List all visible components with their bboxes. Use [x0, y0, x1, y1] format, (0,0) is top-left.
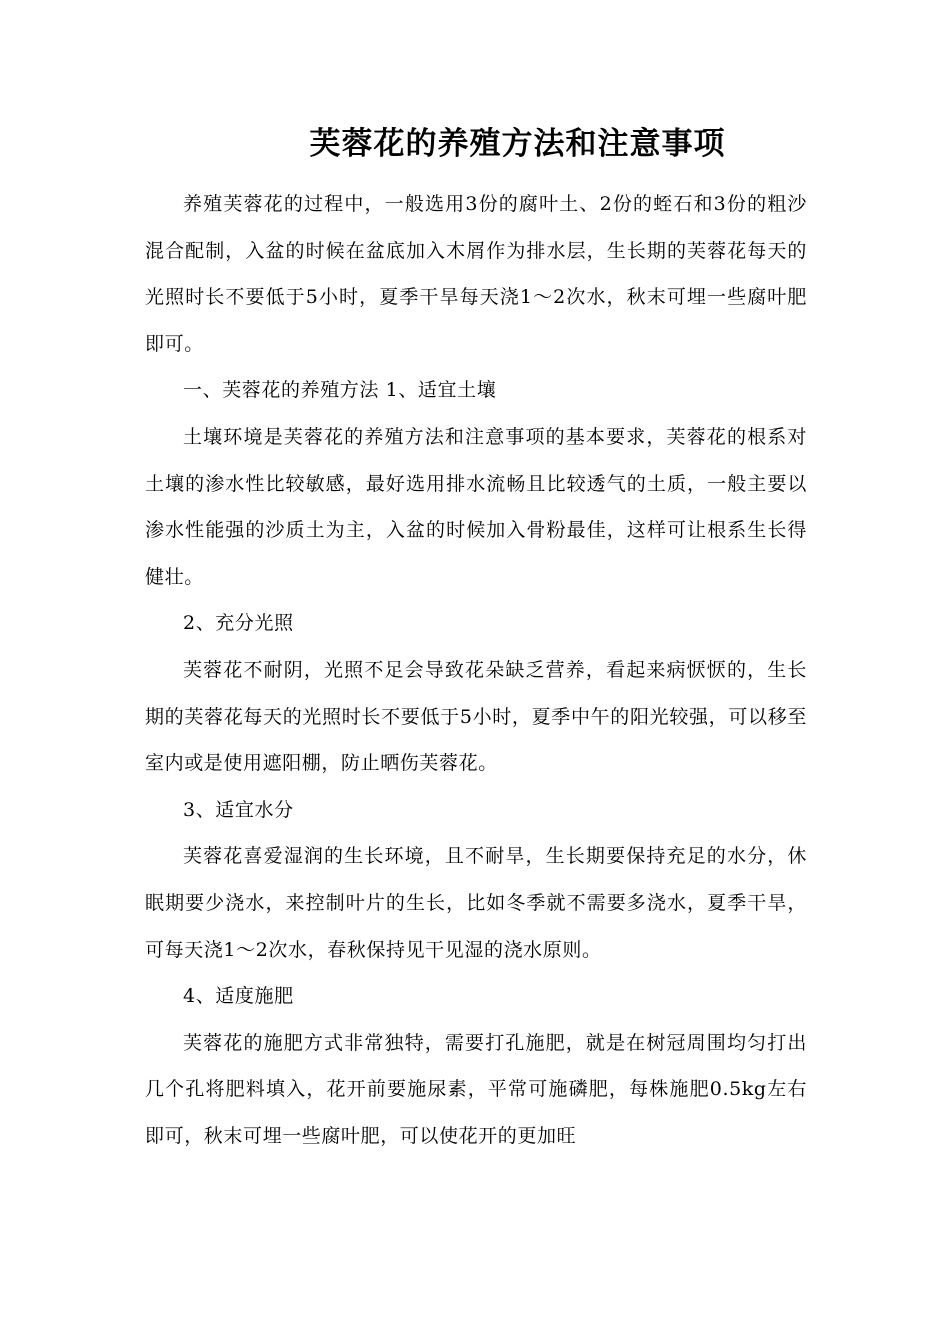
section-heading-light: 2、充分光照: [183, 612, 294, 635]
fertilizer-paragraph: 芙蓉花的施肥方式非常独特，需要打孔施肥，就是在树冠周围均匀打出几个孔将肥料填入，花开前要施尿素，平常可施磷肥，每株施肥0.5kg左右即可，秋末可埋一些腐叶肥，可以使花开的更加旺: [145, 1031, 807, 1147]
soil-paragraph: 土壤环境是芙蓉花的养殖方法和注意事项的基本要求，芙蓉花的根系对土壤的渗水性比较敏感，最好选用排水流畅且比较透气的土质，一般主要以渗水性能强的沙质土为主，入盆的时候加入骨粉最佳，这样可让根系生长得健壮。: [145, 425, 807, 588]
document-title: 芙蓉花的养殖方法和注意事项: [309, 126, 726, 162]
light-paragraph: 芙蓉花不耐阴，光照不足会导致花朵缺乏营养，看起来病恹恹的，生长期的芙蓉花每天的光照时长不要低于5小时，夏季中午的阳光较强，可以移至室内或是使用遮阳棚，防止晒伤芙蓉花。: [145, 658, 807, 775]
section-heading-water: 3、适宜水分: [183, 798, 294, 821]
document-body: [145, 181, 807, 1159]
intro-paragraph: 养殖芙蓉花的过程中，一般选用3份的腐叶土、2份的蛭石和3份的粗沙混合配制，入盆的时候在盆底加入木屑作为排水层，生长期的芙蓉花每天的光照时长不要低于5小时，夏季干旱每天浇1～2次水，秋末可埋一些腐叶肥即可。: [145, 193, 807, 355]
section-heading-soil: 一、芙蓉花的养殖方法 1、适宜土壤: [183, 379, 497, 402]
section-heading-fertilizer: 4、适度施肥: [183, 985, 294, 1008]
water-paragraph: 芙蓉花喜爱湿润的生长环境，且不耐旱，生长期要保持充足的水分，休眠期要少浇水，来控制叶片的生长，比如冬季就不需要多浇水，夏季干旱，可每天浇1～2次水，春秋保持见干见湿的浇水原则。: [145, 845, 807, 961]
